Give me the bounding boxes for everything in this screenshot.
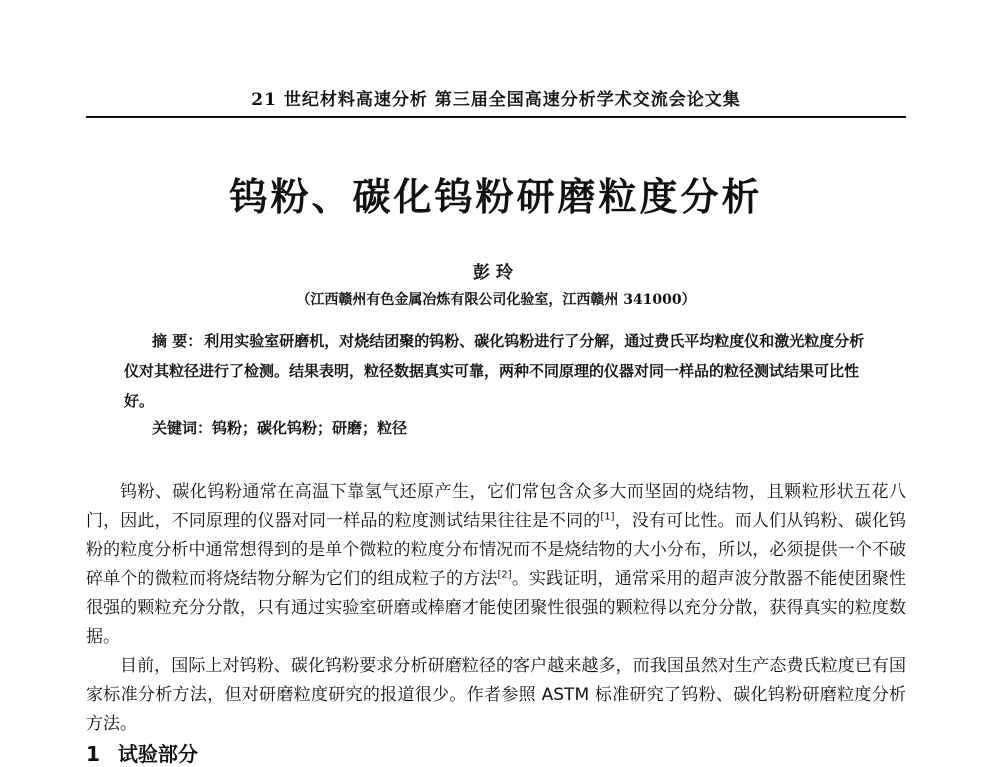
citation-1: [1] xyxy=(600,511,615,523)
body-paragraph-1-part-b: ，没有可比性。而人们从钨粉、碳化钨粉的粒度分析中通常想得到的是单个微粒的粒度分布情况而不是烧结物的大小分布，所以，必须提供一个不破碎单个的微粒而将烧结物分解为它们的组成粒子的方法 xyxy=(86,511,907,589)
abstract-label: 摘 要： xyxy=(152,332,203,350)
abstract xyxy=(124,326,878,416)
section-title: 试验部分 xyxy=(117,742,198,766)
keywords xyxy=(152,416,872,440)
running-header: 21 世纪材料高速分析 第三届全国高速分析学术交流会论文集 xyxy=(251,90,741,110)
body-paragraph-1-part-c: 。实践证明，通常采用的超声波分散器不能使团聚性很强的颗粒充分分散，只有通过实验室研磨或棒磨才能使团聚性很强的颗粒得以充分分散，获得真实的粒度数据。 xyxy=(86,569,907,647)
section-number: 1 xyxy=(86,742,100,766)
body-text xyxy=(86,478,906,739)
paper-title: 钨粉、碳化钨粉研磨粒度分析 xyxy=(229,175,763,219)
section-heading xyxy=(86,738,216,767)
author-affiliation: （江西赣州有色金属冶炼有限公司化验室，江西赣州 341000） xyxy=(296,292,696,308)
body-paragraph-1-part-a: 钨粉、碳化钨粉通常在高温下靠氢气还原产生，它们常包含众多大而坚固的烧结物，且颗粒形状五花八门，因此，不同原理的仪器对同一样品的粒度测试结果往往是不同的 xyxy=(86,482,906,531)
keywords-text: 钨粉；碳化钨粉；研磨；粒径 xyxy=(212,419,408,437)
keywords-label: 关键词： xyxy=(152,419,213,437)
header-rule xyxy=(86,116,906,118)
body-paragraph-2: 目前，国际上对钨粉、碳化钨粉要求分析研磨粒径的客户越来越多，而我国虽然对生产态费氏粒度已有国家标准分析方法，但对研磨粒度研究的报道很少。作者参照 ASTM 标准研究了钨粉、碳化钨粉研磨粒度分析方法。 xyxy=(86,656,906,734)
abstract-text: 利用实验室研磨机，对烧结团聚的钨粉、碳化钨粉进行了分解，通过费氏平均粒度仪和激光粒度分析仪对其粒径进行了检测。结果表明，粒径数据真实可靠，两种不同原理的仪器对同一样品的粒径测试结果可比性好。 xyxy=(124,332,865,410)
author-name: 彭玲 xyxy=(473,263,519,283)
citation-2: [2] xyxy=(497,569,512,581)
body-paragraph-1 xyxy=(86,478,906,652)
